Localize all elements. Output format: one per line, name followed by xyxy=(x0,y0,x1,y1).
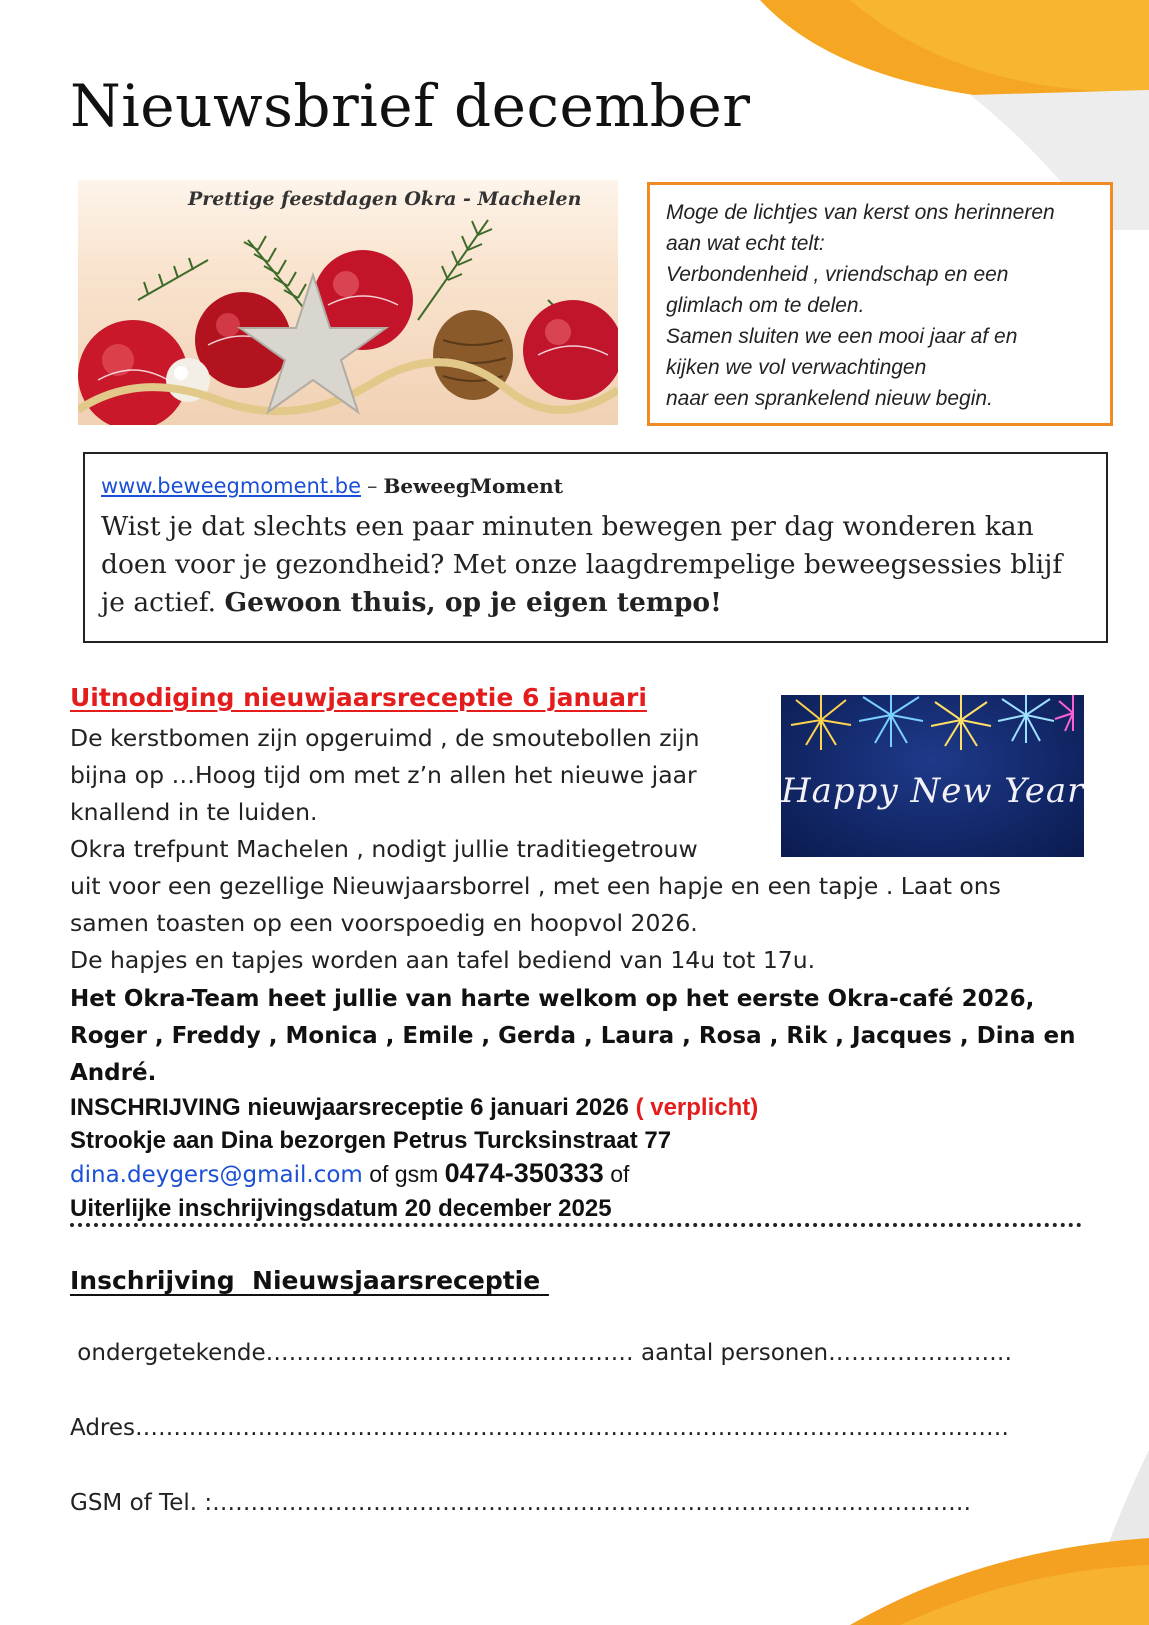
beweegmoment-text-bold: Gewoon thuis, op je eigen tempo! xyxy=(224,587,722,618)
registration-deadline: Uiterlijke inschrijvingsdatum 20 december 2025 xyxy=(70,1195,612,1222)
quote-line: Samen sluiten we een mooi jaar af en xyxy=(666,325,1018,348)
registration-contact xyxy=(70,1157,758,1192)
beweegmoment-text xyxy=(101,508,1090,622)
invitation-body-line: De kerstbomen zijn opgeruimd , de smoutebollen zijn xyxy=(70,724,700,752)
beweegmoment-text-plain: je actief. xyxy=(101,587,225,618)
invitation-body-line: Okra trefpunt Machelen , nodigt jullie traditiegetrouw xyxy=(70,835,698,863)
invitation-body-line: knallend in te luiden. xyxy=(70,798,318,826)
registration-mandatory: ( verplicht) xyxy=(635,1094,759,1121)
quote-line: aan wat echt telt: xyxy=(666,232,825,255)
form-address-line[interactable]: Adres…………………………………………………………………………………………………… xyxy=(70,1415,1010,1441)
registration-or-gsm: of gsm xyxy=(362,1161,445,1187)
beweegmoment-text-line: Wist je dat slechts een paar minuten bewegen per dag wonderen kan xyxy=(101,511,1034,542)
beweegmoment-header xyxy=(101,474,1090,498)
decorative-swoosh-bottom xyxy=(0,1450,1149,1625)
quote-line: kijken we vol verwachtingen xyxy=(666,356,927,379)
registration-delivery: Strookje aan Dina bezorgen Petrus Turcksinstraat 77 xyxy=(70,1127,672,1154)
beweegmoment-link[interactable]: www.beweegmoment.be xyxy=(101,474,362,498)
registration-label: INSCHRIJVING nieuwjaarsreceptie 6 januari 2026 xyxy=(70,1094,636,1121)
beweegmoment-text-line: doen voor je gezondheid? Met onze laagdrempelige beweegsessies blijf xyxy=(101,549,1063,580)
christmas-ornaments-illustration xyxy=(78,180,618,425)
form-heading: Inschrijving Nieuwsjaarsreceptie xyxy=(70,1266,549,1295)
registration-line xyxy=(70,1091,758,1124)
team-welcome xyxy=(70,981,1075,1092)
happy-new-year-text: Happy New Year xyxy=(781,771,1084,811)
invitation-heading: Uitnodiging nieuwjaarsreceptie 6 januari xyxy=(70,683,647,712)
beweegmoment-box xyxy=(83,452,1108,643)
beweegmoment-text-line-last xyxy=(101,584,1090,622)
quote-line: naar een sprankelend nieuw begin. xyxy=(666,387,993,410)
registration-info xyxy=(70,1091,758,1225)
christmas-image xyxy=(78,180,618,425)
invitation-body-line: De hapjes en tapjes worden aan tafel bediend van 14u tot 17u. xyxy=(70,946,816,974)
invitation-body-line: samen toasten op een voorspoedig en hoopvol 2026. xyxy=(70,909,698,937)
beweegmoment-name: BeweegMoment xyxy=(383,474,563,498)
invitation-body-line: uit voor een gezellige Nieuwjaarsborrel , met een hapje en een tapje . Laat ons xyxy=(70,872,1001,900)
quote-line: Verbondenheid , vriendschap en een xyxy=(666,263,1009,286)
invitation-body xyxy=(70,720,1001,979)
registration-of: of xyxy=(603,1161,630,1187)
registration-phone: 0474-350333 xyxy=(444,1158,604,1188)
beweegmoment-separator: – xyxy=(367,474,378,498)
page-title: Nieuwsbrief december xyxy=(70,72,751,140)
christmas-image-caption: Prettige feestdagen Okra - Machelen xyxy=(188,188,582,210)
team-welcome-line: Roger , Freddy , Monica , Emile , Gerda , Laura , Rosa , Rik , Jacques , Dina en xyxy=(70,1023,1076,1049)
team-welcome-line: André. xyxy=(70,1060,157,1086)
form-name-count-line[interactable]: ondergetekende………………………………………… aantal personen…………………… xyxy=(70,1340,1013,1366)
quote-line: glimlach om te delen. xyxy=(666,294,865,317)
quote-line: Moge de lichtjes van kerst ons herinneren xyxy=(666,201,1055,224)
invitation-body-line: bijna op …Hoog tijd om met z’n allen het nieuwe jaar xyxy=(70,761,697,789)
form-phone-line[interactable]: GSM of Tel. :……………………………………………………………………………………… xyxy=(70,1490,972,1516)
cut-line-separator xyxy=(70,1223,1082,1227)
quote-box xyxy=(647,182,1113,426)
team-welcome-line: Het Okra-Team heet jullie van harte welkom op het eerste Okra-café 2026, xyxy=(70,986,1035,1012)
registration-email-link[interactable]: dina.deygers@gmail.com xyxy=(70,1162,363,1188)
